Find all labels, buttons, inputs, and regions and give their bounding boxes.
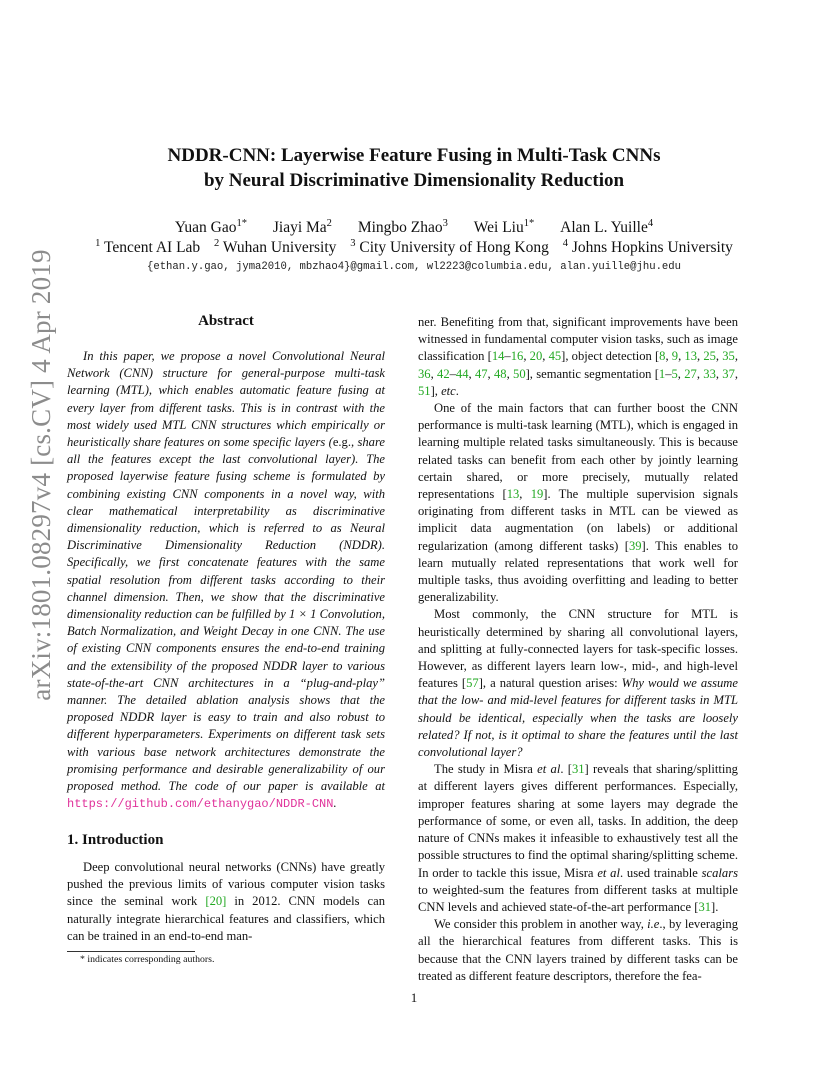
citation-link[interactable]: 9	[671, 349, 679, 364]
citation-link[interactable]: 31	[698, 899, 712, 914]
paragraph: Deep convolutional neural networks (CNNs) have greatly pushed the previous limits of various computer vision tasks since the seminal work [20] in 2012. CNN models can naturally integrate hierarchical features and classifiers, which can be trained in an end-to-end man-	[67, 860, 385, 943]
author-list	[0, 218, 828, 238]
citation-link[interactable]: 44	[455, 366, 469, 381]
page-number: 1	[410, 990, 418, 1005]
citation-link[interactable]: 57	[466, 676, 479, 691]
citation-link[interactable]: 8	[659, 349, 666, 364]
citation-link[interactable]: 19	[530, 487, 544, 502]
abstract-heading: Abstract	[198, 313, 254, 329]
citation-link[interactable]: 47	[474, 366, 488, 381]
citation-link[interactable]: 50	[513, 366, 526, 381]
citation-link[interactable]: 36	[418, 366, 431, 381]
citation-link[interactable]: 51	[418, 383, 431, 398]
title-line-1: NDDR-CNN: Layerwise Feature Fusing in Multi-Task CNNs	[167, 145, 661, 166]
intro-left-column	[67, 859, 385, 945]
paragraph: We consider this problem in another way, i.e., by leveraging all the hierarchical features from different tasks. This is because that the CNN layers trained by different tasks can be treated as different feature descriptors, therefore the fea-	[418, 917, 738, 983]
author: Jiayi Ma$^2$	[272, 218, 332, 236]
paragraph: ner. Benefiting from that, significant improvements have been witnessed in fundamental computer vision tasks, such as image classification [14–16, 20, 45], object detection [8, 9, 13, 25, 35, 36, 42–44, 47, 48, 50], semantic segmentation [1–5, 27, 33, 37, 51], etc.	[418, 315, 739, 398]
citation-link[interactable]: 42	[437, 366, 450, 381]
author: Yuan Gao$^{1*}$	[174, 218, 247, 236]
citation-link[interactable]: 5	[671, 366, 678, 381]
affiliation: $^2$ Wuhan University	[214, 238, 337, 256]
citation-link[interactable]: 1	[658, 366, 666, 381]
citation-link[interactable]: 27	[684, 366, 697, 381]
citation-link[interactable]: 48	[493, 366, 507, 381]
citation-link[interactable]: 16	[510, 349, 524, 364]
section-heading-introduction: 1. Introduction	[67, 832, 164, 848]
author-emails: {ethan.y.gao, jyma2010, mbzhao4}@gmail.com, wl2223@columbia.edu, alan.yuille@jhu.edu	[146, 261, 681, 273]
author: Alan L. Yuille$^4$	[560, 218, 654, 236]
title-line-2: by Neural Discriminative Dimensionality Reduction	[203, 170, 625, 191]
affiliation: $^3$ City University of Hong Kong	[350, 238, 549, 256]
intro-right-column	[418, 314, 738, 985]
abstract-body	[67, 348, 385, 813]
citation-link[interactable]: 14	[491, 349, 505, 364]
paragraph: One of the main factors that can further boost the CNN performance is multi-task learning (MTL), which is engaged in learning multiple related tasks simultaneously. This is because related tasks can benefit from each other by jointly learning certain shared, or more precisely, mutually related representations [13, 19]. The multiple supervision signals originating from different tasks in MTL can be viewed as implicit data augmentation (on labels) or additional regularization (among different tasks) [39]. This enables to learn mutually related representations that work well for multiple tasks, thus avoiding overfitting and leading to better generalizability.	[418, 401, 739, 605]
citation-link[interactable]: 25	[703, 349, 716, 364]
citation-link[interactable]: 33	[703, 366, 716, 381]
footnote-rule	[67, 951, 195, 952]
arxiv-stamp: arXiv:1801.08297v4 [cs.CV] 4 Apr 2019	[26, 249, 56, 701]
citation-link[interactable]: 39	[628, 538, 642, 553]
author: Wei Liu$^{1*}$	[473, 218, 535, 236]
affiliation: $^4$ Johns Hopkins University	[562, 238, 733, 256]
citation-link[interactable]: 37	[722, 366, 735, 381]
footnote: * indicates corresponding authors.	[80, 954, 215, 965]
paper-title	[0, 143, 828, 193]
affiliation: $^1$ Tencent AI Lab	[95, 238, 201, 256]
citation-link[interactable]: 45	[548, 349, 562, 364]
code-link[interactable]: https://github.com/ethanygao/NDDR-CNN	[67, 797, 334, 812]
paragraph: Most commonly, the CNN structure for MTL is heuristically determined by sharing all convolutional layers, and splitting at fully-connected layers for task-specific losses. However, as different layers learn low-, mid-, and high-level features [57], a natural question arises: Why would we assume that the low- and mid-level features for different tasks in MTL should be identical, especially when the tasks are loosely related? If not, is it optimal to share the features until the last convolutional layer?	[418, 607, 738, 760]
affiliation-list	[0, 238, 828, 258]
citation-link[interactable]: 13	[684, 349, 697, 364]
citation-link[interactable]: [20]	[205, 894, 227, 909]
author: Mingbo Zhao$^3$	[357, 218, 448, 236]
citation-link[interactable]: 13	[506, 487, 520, 502]
citation-link[interactable]: 20	[529, 349, 543, 364]
citation-link[interactable]: 35	[722, 349, 735, 364]
paragraph: The study in Misra et al. [31] reveals that sharing/splitting at different layers gives different performances. Especially, improper features sharing at some layers may degrade the performance of some, or even all, tasks. In addition, the deep nature of CNNs makes it infeasible to exhaustively test all the possible structures to find the optimal sharing/splitting scheme. In order to tackle this issue, Misra et al. used trainable scalars to weighted-sum the features from different tasks at multiple CNN levels and achieved state-of-the-art performance [31].	[418, 762, 739, 914]
citation-link[interactable]: 31	[571, 762, 585, 777]
abstract-paragraph: In this paper, we propose a novel Convolutional Neural Network (CNN) structure for general-purpose multi-task learning (MTL), which enables automatic feature fusing at every layer from different tasks. This is in contrast with the most widely used MTL CNN structures which empirically or heuristically share features on some specific layers (e.g., share all the features except the last convolutional layer). The proposed layerwise feature fusing scheme is formulated by combining existing CNN components in a novel way, with clear mathematical interpretability as discriminative dimensionality reduction, which is referred to as Neural Discriminative Dimensionality Reduction (NDDR). Specifically, we first concatenate features with the same spatial resolution from different tasks according to their channel dimension. Then, we show that the discriminative dimensionality reduction can be fulfilled by 1 × 1 Convolution, Batch Normalization, and Weight Decay in one CNN. The use of existing CNN components ensures the end-to-end training and the extensibility of the proposed NDDR layer to various state-of-the-art CNN architectures in a “plug-and-play” manner. The detailed ablation analysis shows that the proposed NDDR layer is easy to train and also robust to different hyperparameters. Experiments on different task sets with various base network architectures demonstrate the promising performance and desirable generalizability of our proposed method. The code of our paper is available at https://github.com/ethanygao/NDDR-CNN.	[67, 349, 385, 812]
